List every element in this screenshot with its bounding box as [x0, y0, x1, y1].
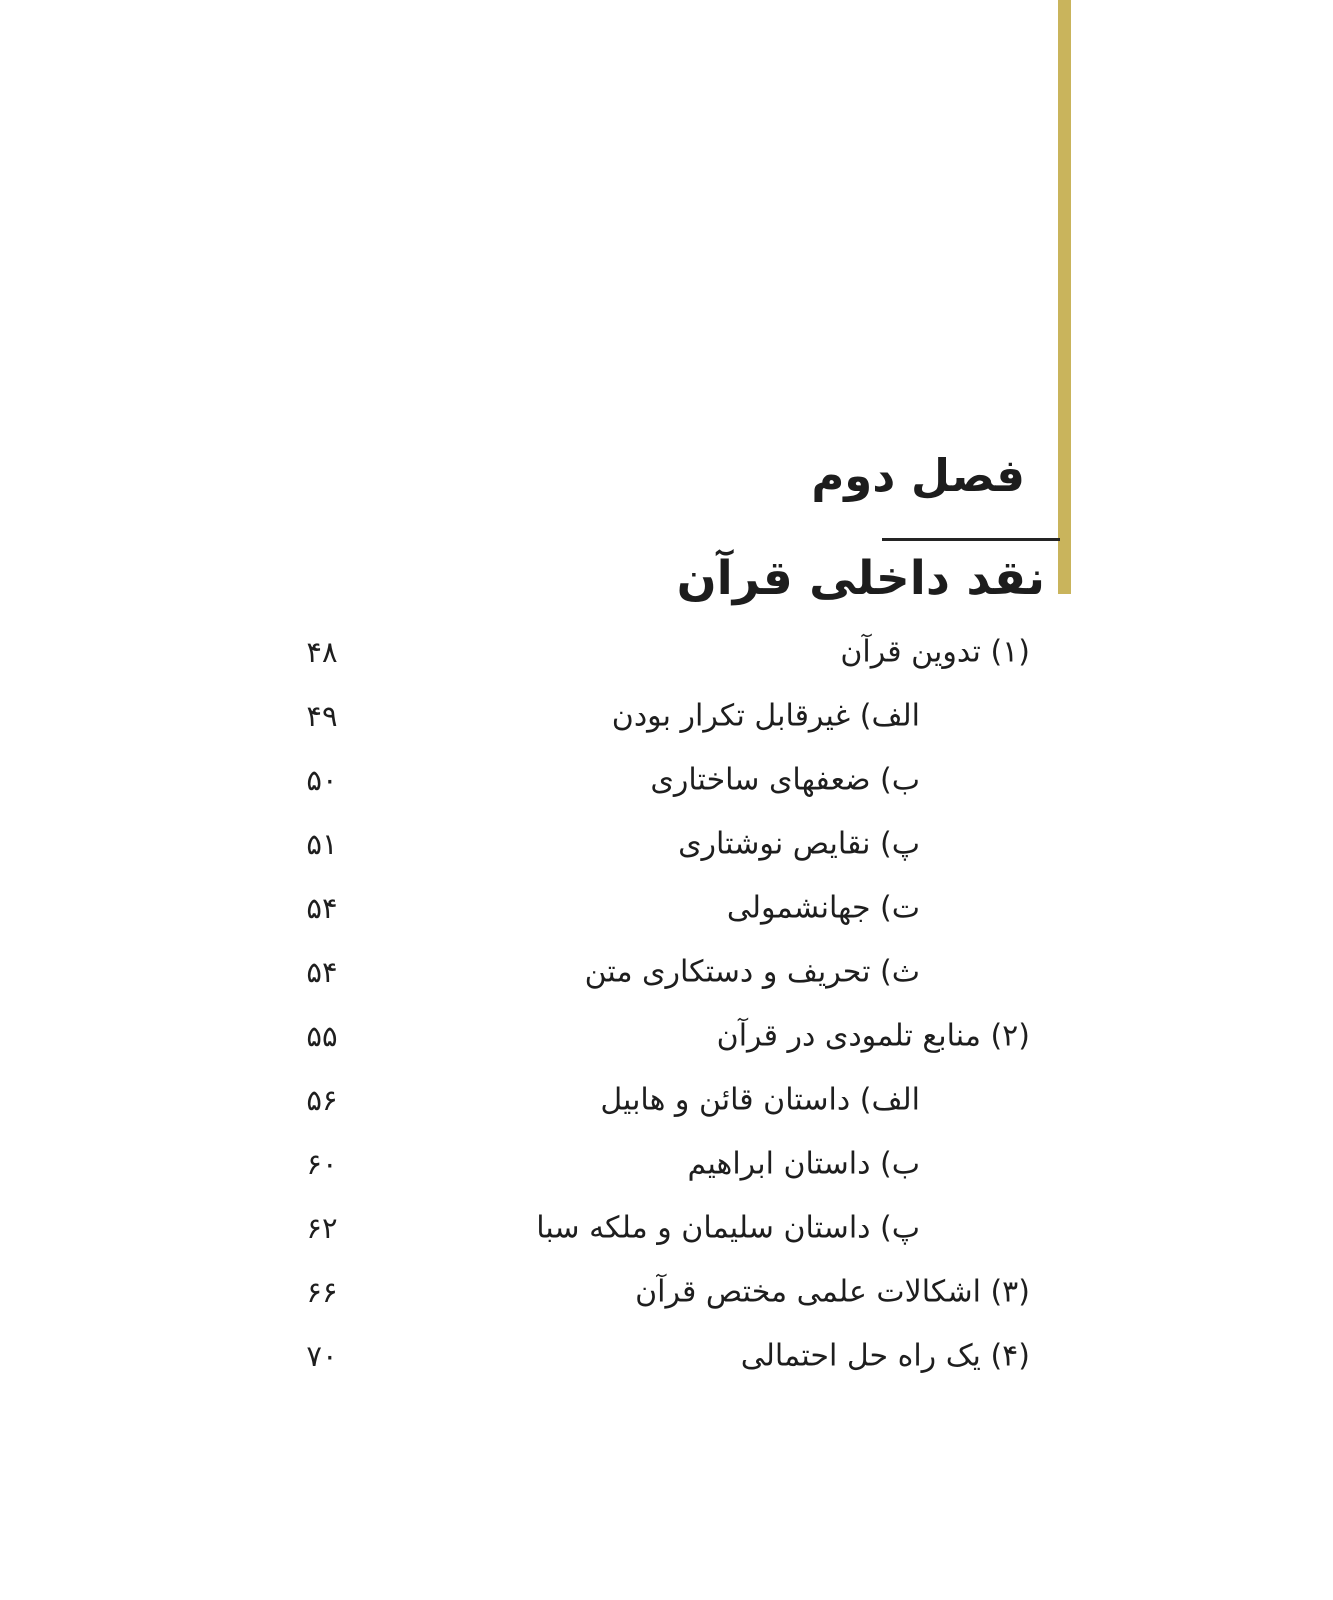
toc-row	[0, 684, 1333, 748]
toc-row	[0, 876, 1333, 940]
chapter-label: فصل دوم	[811, 449, 1025, 502]
toc-item-label: الف) داستان قائن و هابیل	[600, 1082, 920, 1118]
toc-list	[0, 620, 1333, 1388]
toc-item-label: ب) ضعفهای ساختاری	[650, 762, 920, 798]
toc-page-number: ۶۲	[306, 1211, 338, 1245]
toc-row	[0, 812, 1333, 876]
toc-row	[0, 1196, 1333, 1260]
toc-item-label: (۱) تدوین قرآن	[840, 634, 1030, 670]
toc-item-label: (۲) منابع تلمودی در قرآن	[716, 1018, 1030, 1054]
chapter-divider-line	[882, 538, 1060, 541]
toc-item-label: ت) جهانشمولی	[726, 890, 920, 926]
toc-row	[0, 748, 1333, 812]
toc-row	[0, 1004, 1333, 1068]
toc-page-number: ۴۹	[306, 699, 338, 733]
toc-row	[0, 620, 1333, 684]
chapter-accent-bar	[1058, 0, 1071, 594]
toc-page-number: ۶۰	[306, 1147, 338, 1181]
toc-item-label: الف) غیرقابل تکرار بودن	[611, 698, 920, 734]
toc-item-label: پ) داستان سلیمان و ملکه سبا	[536, 1210, 920, 1246]
toc-page-number: ۷۰	[306, 1339, 338, 1373]
toc-page-number: ۶۶	[306, 1275, 338, 1309]
toc-page-number: ۴۸	[306, 635, 338, 669]
toc-item-label: ث) تحریف و دستکاری متن	[584, 954, 920, 990]
toc-item-label: پ) نقایص نوشتاری	[678, 826, 920, 862]
toc-row	[0, 940, 1333, 1004]
toc-item-label: ب) داستان ابراهیم	[687, 1146, 920, 1182]
toc-page-number: ۵۱	[306, 827, 338, 861]
toc-page-number: ۵۶	[306, 1083, 338, 1117]
toc-item-label: (۴) یک راه حل احتمالی	[740, 1338, 1030, 1374]
toc-row	[0, 1324, 1333, 1388]
toc-item-label: (۳) اشکالات علمی مختص قرآن	[635, 1274, 1030, 1310]
toc-row	[0, 1260, 1333, 1324]
toc-page-number: ۵۵	[306, 1019, 338, 1053]
section-title: نقد داخلی قرآن	[676, 551, 1045, 606]
toc-page-number: ۵۴	[306, 955, 338, 989]
toc-page-number: ۵۴	[306, 891, 338, 925]
toc-row	[0, 1068, 1333, 1132]
toc-row	[0, 1132, 1333, 1196]
toc-page-number: ۵۰	[306, 763, 338, 797]
